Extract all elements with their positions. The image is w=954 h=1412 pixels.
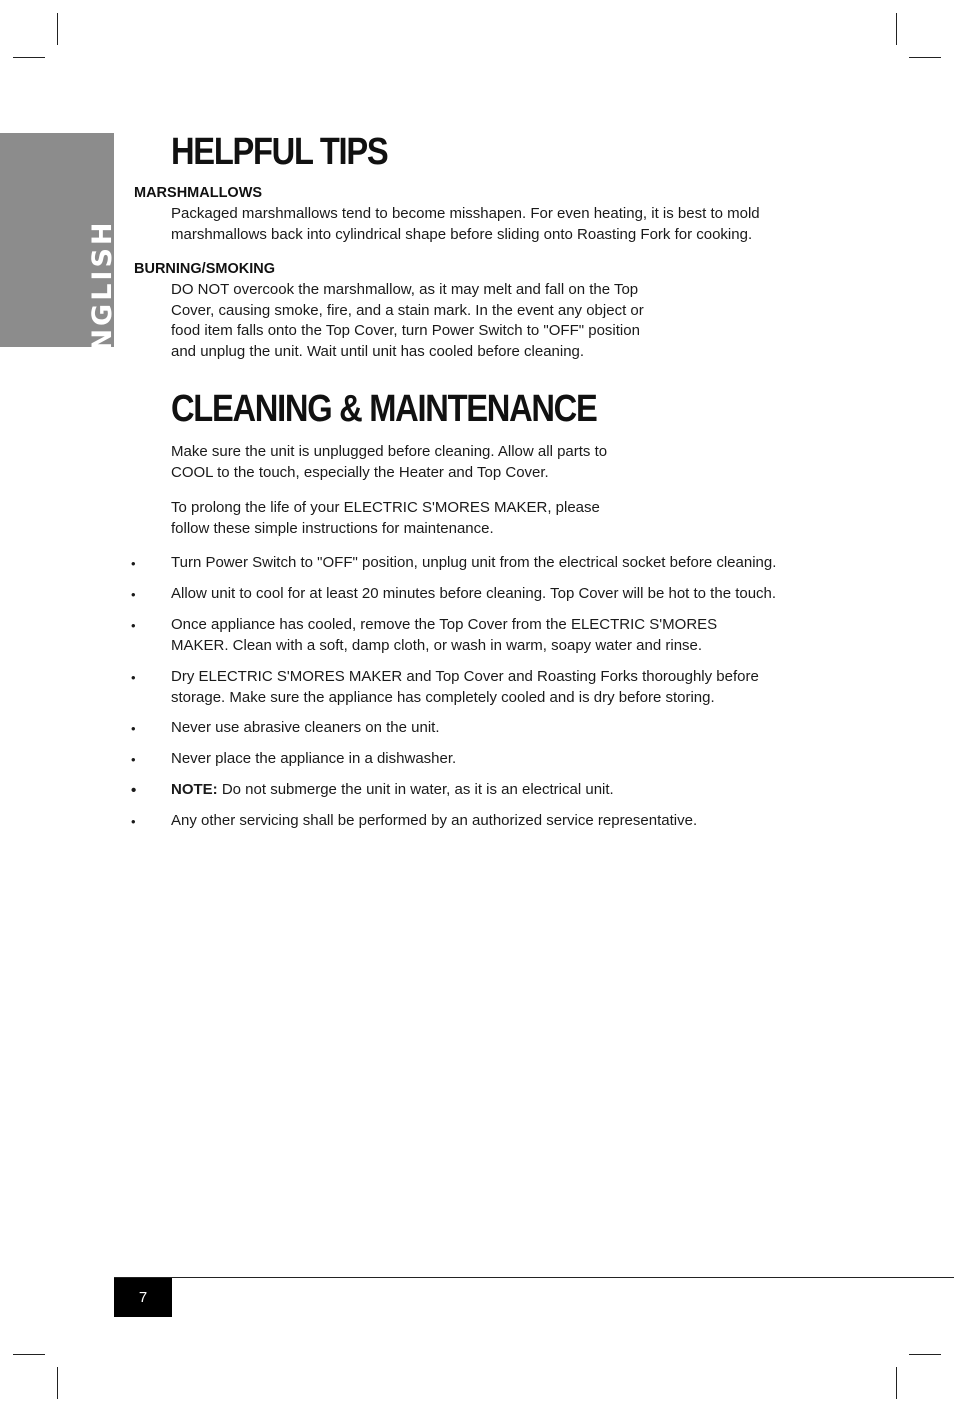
burning-heading: BURNING/SMOKING bbox=[134, 261, 275, 277]
text-line: Once appliance has cooled, remove the Top Cover from the ELECTRIC S'MORES bbox=[171, 616, 718, 633]
list-item bbox=[171, 749, 456, 770]
note-label: NOTE: bbox=[171, 781, 218, 798]
list-item bbox=[171, 718, 439, 739]
text-line: Never place the appliance in a dishwasher. bbox=[171, 750, 457, 767]
crop-mark bbox=[896, 1367, 897, 1399]
page-number: 7 bbox=[138, 1289, 148, 1306]
text-line: Cover, causing smoke, fire, and a stain mark. In the event any object or bbox=[171, 301, 644, 319]
text-line: marshmallows back into cylindrical shape before sliding onto Roasting Fork for cooking. bbox=[171, 225, 753, 243]
burning-paragraph bbox=[171, 280, 644, 362]
text-line: Do not submerge the unit in water, as it is an electrical unit. bbox=[217, 781, 614, 798]
text-line: Dry ELECTRIC S'MORES MAKER and Top Cover and Roasting Forks thoroughly before bbox=[171, 668, 759, 685]
bullet-marker: • bbox=[131, 782, 137, 799]
list-item bbox=[171, 811, 697, 832]
page-number-box bbox=[114, 1278, 172, 1317]
bullet-marker: • bbox=[131, 587, 136, 602]
bullet-marker: • bbox=[131, 618, 136, 633]
crop-mark bbox=[909, 57, 941, 58]
text-line: Allow unit to cool for at least 20 minutes before cleaning. Top Cover will be hot to the touch. bbox=[171, 585, 777, 602]
list-item bbox=[171, 667, 759, 708]
list-item bbox=[171, 553, 776, 574]
bullet-marker: • bbox=[131, 556, 136, 571]
bullet-marker: • bbox=[131, 670, 136, 685]
text-line: and unplug the unit. Wait until unit has cooled before cleaning. bbox=[171, 342, 585, 360]
text-line: DO NOT overcook the marshmallow, as it may melt and fall on the Top bbox=[171, 281, 639, 298]
language-tab-label: ENGLISH bbox=[87, 219, 118, 373]
text-line: Turn Power Switch to "OFF" position, unplug unit from the electrical socket before cleaning. bbox=[171, 554, 777, 571]
cleaning-title: CLEANING & MAINTENANCE bbox=[171, 388, 597, 430]
text-line: MAKER. Clean with a soft, damp cloth, or wash in warm, soapy water and rinse. bbox=[171, 636, 703, 654]
text-line: Any other servicing shall be performed by an authorized service representative. bbox=[171, 812, 698, 829]
text-line: Packaged marshmallows tend to become misshapen. For even heating, it is best to mold bbox=[171, 205, 760, 222]
list-item bbox=[171, 615, 717, 656]
crop-mark bbox=[13, 57, 45, 58]
text-line: COOL to the touch, especially the Heater and Top Cover. bbox=[171, 463, 549, 481]
text-line: To prolong the life of your ELECTRIC S'MORES MAKER, please bbox=[171, 499, 600, 516]
marshmallows-heading: MARSHMALLOWS bbox=[134, 185, 263, 201]
crop-mark bbox=[896, 13, 897, 45]
cleaning-intro-1 bbox=[171, 442, 607, 483]
text-line: Never use abrasive cleaners on the unit. bbox=[171, 719, 440, 736]
text-line: storage. Make sure the appliance has completely cooled and is dry before storing. bbox=[171, 688, 715, 706]
text-line: follow these simple instructions for maintenance. bbox=[171, 519, 494, 537]
cleaning-intro-2 bbox=[171, 498, 600, 539]
marshmallows-paragraph bbox=[171, 204, 760, 245]
crop-mark bbox=[57, 13, 58, 45]
text-line: food item falls onto the Top Cover, turn Power Switch to "OFF" position bbox=[171, 322, 640, 340]
crop-mark bbox=[57, 1367, 58, 1399]
helpful-tips-title: HELPFUL TIPS bbox=[171, 131, 388, 173]
footer-rule bbox=[114, 1277, 954, 1278]
list-item bbox=[171, 780, 614, 801]
bullet-marker: • bbox=[131, 721, 136, 736]
crop-mark bbox=[13, 1354, 45, 1355]
language-tab bbox=[0, 133, 118, 373]
text-line: Make sure the unit is unplugged before cleaning. Allow all parts to bbox=[171, 443, 608, 460]
crop-mark bbox=[909, 1354, 941, 1355]
bullet-marker: • bbox=[131, 814, 136, 829]
bullet-marker: • bbox=[131, 752, 136, 767]
list-item bbox=[171, 584, 776, 605]
